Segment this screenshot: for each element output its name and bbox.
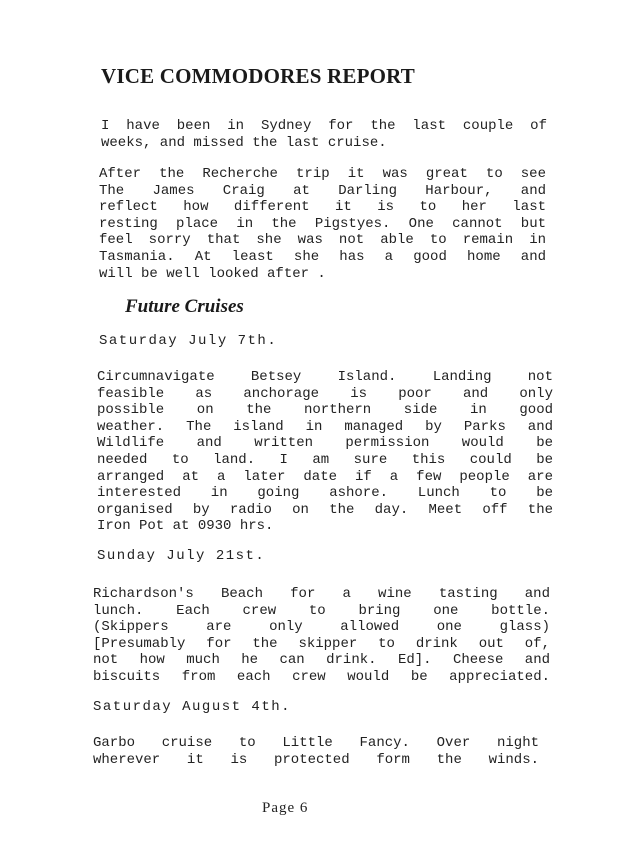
paragraph-line: will be well looked after .: [99, 265, 326, 282]
paragraph-line: resting place in the Pigstyes. One cannot but: [99, 215, 546, 232]
paragraph-line: [Presumably for the skipper to drink out of,: [93, 635, 550, 652]
cruise-date: Sunday July 21st.: [97, 548, 266, 564]
paragraph-line: Iron Pot at 0930 hrs.: [97, 518, 274, 535]
paragraph-line: wherever it is protected form the winds.: [93, 751, 539, 768]
paragraph-line: Tasmania. At least she has a good home and: [99, 248, 546, 265]
paragraph-line: needed to land. I am sure this could be: [97, 451, 553, 468]
cruise-date: Saturday August 4th.: [93, 699, 292, 715]
paragraph-line: lunch. Each crew to bring one bottle.: [93, 602, 550, 619]
page-number: Page 6: [262, 800, 309, 816]
report-title: VICE COMMODORES REPORT: [101, 64, 416, 88]
paragraph-line: The James Craig at Darling Harbour, and: [99, 182, 546, 199]
cruise-description: [97, 369, 553, 535]
paragraph-line: (Skippers are only allowed one glass): [93, 619, 550, 636]
paragraph-line: weather. The island in managed by Parks and: [97, 418, 553, 435]
cruise-date: Saturday July 7th.: [99, 333, 278, 349]
paragraph-line: Wildlife and written permission would be: [97, 435, 553, 452]
paragraph-line: biscuits from each crew would be appreciated.: [93, 668, 550, 685]
recherche-paragraph: [99, 166, 546, 282]
paragraph-line: arranged at a later date if a few people are: [97, 468, 553, 485]
future-cruises-heading: Future Cruises: [125, 296, 244, 317]
paragraph-line: feel sorry that she was not able to remain in: [99, 232, 546, 249]
paragraph-line: Richardson's Beach for a wine tasting and: [93, 586, 550, 602]
paragraph-line: interested in going ashore. Lunch to be: [97, 485, 553, 502]
paragraph-line: reflect how different it is to her last: [99, 199, 546, 216]
paragraph-line: I have been in Sydney for the last couple of: [101, 118, 547, 134]
paragraph-line: weeks, and missed the last cruise.: [101, 134, 387, 151]
intro-paragraph: [101, 118, 547, 151]
paragraph-line: Circumnavigate Betsey Island. Landing not: [97, 369, 553, 385]
paragraph-line: possible on the northern side in good: [97, 402, 553, 419]
cruise-description: [93, 735, 539, 768]
paragraph-line: organised by radio on the day. Meet off the: [97, 501, 553, 518]
paragraph-line: Garbo cruise to Little Fancy. Over night: [93, 735, 539, 751]
cruise-description: [93, 586, 550, 686]
paragraph-line: After the Recherche trip it was great to see: [99, 166, 546, 182]
paragraph-line: feasible as anchorage is poor and only: [97, 385, 553, 402]
paragraph-line: not how much he can drink. Ed]. Cheese and: [93, 652, 550, 669]
